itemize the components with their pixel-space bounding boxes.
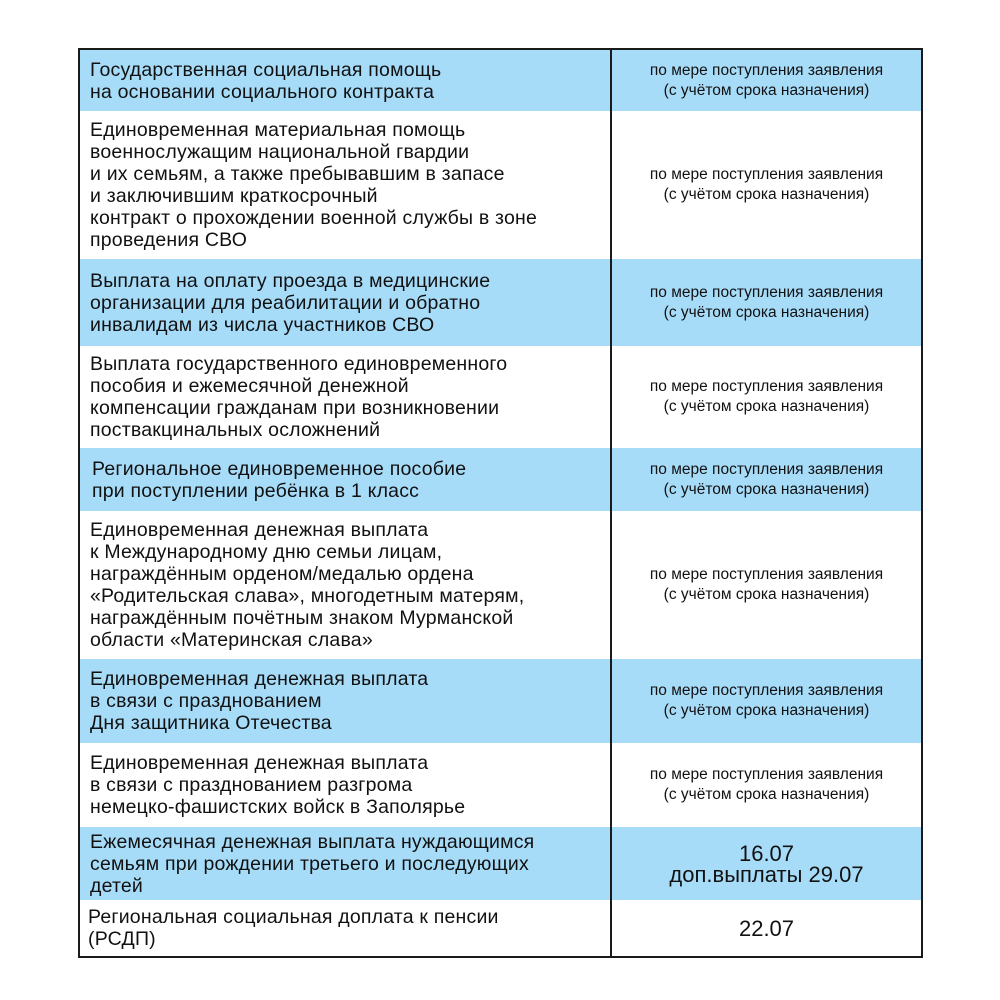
- payment-name: Региональное единовременное пособие при поступлении ребёнка в 1 класс: [92, 457, 467, 502]
- table-row: [80, 346, 921, 448]
- payment-name: Государственная социальная помощь на основании социального контракта: [90, 58, 442, 103]
- payment-name: Выплата государственного единовременного пособия и ежемесячной денежной компенсации гражданам при возникновении поствакцинальных осложнений: [90, 353, 508, 441]
- table-row: [80, 827, 921, 900]
- payment-date: по мере поступления заявления (с учётом срока назначения): [649, 166, 884, 203]
- payment-date: 16.07 доп.выплаты 29.07: [669, 840, 864, 887]
- payment-name: Единовременная денежная выплата в связи с празднованием Дня защитника Отечества: [90, 668, 429, 734]
- payment-date: по мере поступления заявления (с учётом срока назначения): [649, 378, 884, 415]
- payment-date: по мере поступления заявления (с учётом срока назначения): [649, 460, 884, 498]
- payment-name: Региональная социальная доплата к пенсии (РСДП): [88, 906, 499, 950]
- table-row: [80, 111, 921, 259]
- payment-date: по мере поступления заявления (с учётом срока назначения): [649, 61, 884, 99]
- payment-name: Единовременная материальная помощь военнослужащим национальной гвардии и их семьям, а также пребывавшим в запасе и заключившим краткосрочный контракт о прохождении военной службы в зоне проведения СВО: [90, 119, 538, 251]
- table-row: [80, 259, 921, 346]
- column-divider: [610, 50, 612, 956]
- payment-date: по мере поступления заявления (с учётом срока назначения): [649, 566, 884, 603]
- table-row: [80, 743, 921, 827]
- table-row: [80, 50, 921, 111]
- payments-table: [78, 48, 923, 958]
- payment-name: Единовременная денежная выплата к Международному дню семьи лицам, награждённым орденом/медалью ордена «Родительская слава», многодетным матерям, награждённым почётным знаком Мурманской области «Материнская слава»: [90, 519, 525, 651]
- payment-date: по мере поступления заявления (с учётом срока назначения): [649, 682, 884, 719]
- table-row: [80, 511, 921, 659]
- payment-date: 22.07: [738, 915, 795, 941]
- payment-date: по мере поступления заявления (с учётом срока назначения): [649, 766, 884, 803]
- table-row: [80, 448, 921, 511]
- payment-date: по мере поступления заявления (с учётом срока назначения): [649, 283, 884, 321]
- payment-name: Выплата на оплату проезда в медицинские организации для реабилитации и обратно инвалидам из числа участников СВО: [90, 269, 491, 336]
- table-row: [80, 900, 921, 956]
- payment-name: Ежемесячная денежная выплата нуждающимся семьям при рождении третьего и последующих детей: [90, 830, 535, 897]
- payment-name: Единовременная денежная выплата в связи с празднованием разгрома немецко-фашистских войск в Заполярье: [90, 752, 466, 818]
- table-row: [80, 659, 921, 743]
